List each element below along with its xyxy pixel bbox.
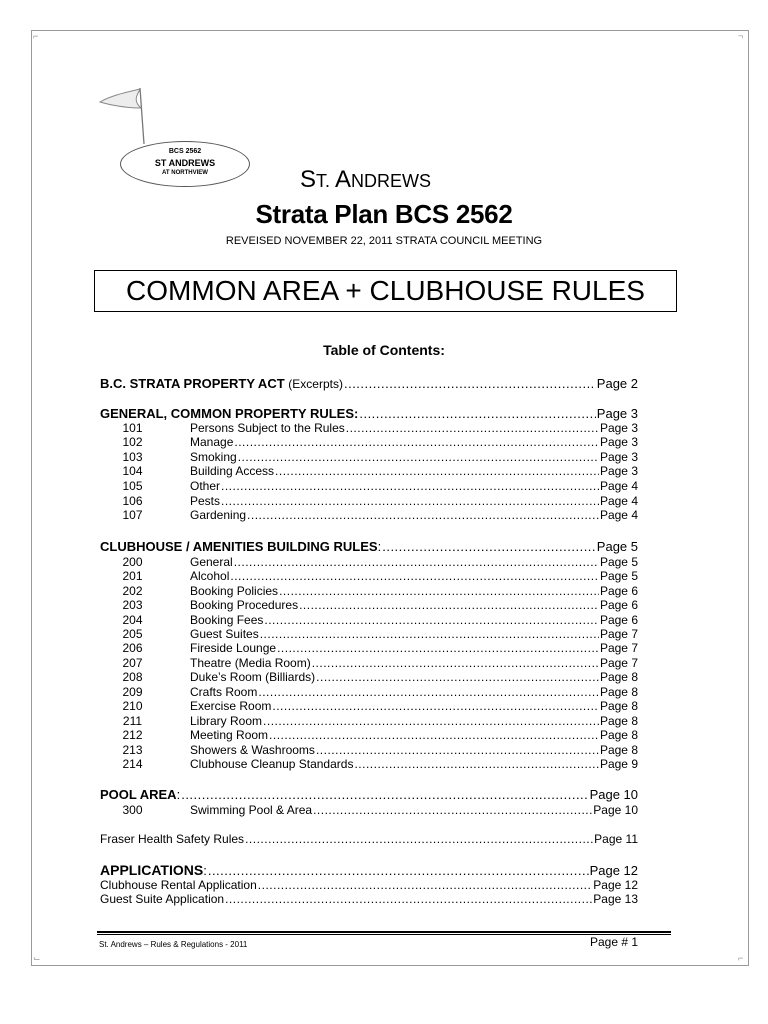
item-label: Gardening <box>190 508 247 522</box>
item-label: Smoking <box>190 450 237 464</box>
dot-leader <box>247 508 599 522</box>
dot-leader <box>263 714 599 728</box>
toc-item[interactable] <box>100 450 638 464</box>
dot-leader <box>269 728 599 742</box>
dot-leader <box>234 435 599 449</box>
dot-leader <box>230 569 599 583</box>
item-label: Crafts Room <box>190 685 258 699</box>
page-ref: Page 3 <box>596 406 638 421</box>
dot-leader <box>272 699 599 713</box>
dot-leader <box>382 539 596 554</box>
item-label: Booking Fees <box>190 613 264 627</box>
toc-item[interactable] <box>100 555 638 569</box>
dot-leader <box>245 832 593 846</box>
toc-item[interactable] <box>100 743 638 757</box>
section-suffix: : <box>377 539 382 554</box>
dot-leader <box>275 464 599 478</box>
footer-left: St. Andrews – Rules & Regulations - 2011 <box>99 940 248 949</box>
item-number: 211 <box>122 714 143 728</box>
toc-heading: Table of Contents: <box>323 342 445 358</box>
item-number: 101 <box>122 421 143 435</box>
section-suffix: : <box>176 787 181 802</box>
dot-leader <box>354 757 599 771</box>
plan-title: Strata Plan BCS 2562 <box>255 199 513 229</box>
dot-leader <box>344 376 596 391</box>
item-label: Booking Procedures <box>190 598 299 612</box>
toc-item[interactable] <box>100 627 638 641</box>
logo-line: ST ANDREWS <box>154 158 216 168</box>
dot-leader <box>316 743 599 757</box>
toc-section-fraser[interactable] <box>100 832 638 846</box>
logo-line: BCS 2562 <box>168 148 202 155</box>
footer-rule <box>97 931 671 933</box>
item-label: Clubhouse Rental Application <box>100 878 257 892</box>
item-number: 212 <box>122 728 143 742</box>
toc-section-bc[interactable] <box>100 376 638 391</box>
page-ref: Page 12 <box>593 878 638 892</box>
section-title: APPLICATIONS <box>100 862 204 878</box>
item-label: Other <box>190 479 221 493</box>
item-label: Guest Suite Application <box>100 892 225 906</box>
item-number: 105 <box>122 479 143 493</box>
toc-item[interactable] <box>100 685 638 699</box>
item-label: Alcohol <box>190 569 230 583</box>
rules-banner: COMMON AREA + CLUBHOUSE RULES <box>94 270 677 312</box>
dot-leader <box>316 670 599 684</box>
item-label: Library Room <box>190 714 263 728</box>
toc-item[interactable] <box>100 728 638 742</box>
dot-leader <box>181 787 588 802</box>
page-ref: Page 6 <box>599 613 638 627</box>
item-number: 207 <box>122 656 143 670</box>
page-ref: Page 8 <box>599 714 638 728</box>
page-ref: Page 5 <box>596 539 638 554</box>
footer-rule <box>97 934 671 935</box>
toc-item[interactable] <box>100 641 638 655</box>
item-number: 214 <box>122 757 143 771</box>
toc-item[interactable] <box>100 569 638 583</box>
item-label: Duke’s Room (Billiards) <box>190 670 316 684</box>
golf-flag-icon <box>98 86 258 146</box>
page-ref: Page 11 <box>594 832 638 846</box>
item-number: 210 <box>122 699 143 713</box>
page-ref: Page 5 <box>599 569 638 583</box>
item-number: 107 <box>122 508 143 522</box>
item-number: 106 <box>122 494 143 508</box>
page-ref: Page 4 <box>599 494 638 508</box>
toc-item[interactable] <box>100 892 638 906</box>
page-ref: Page 3 <box>599 421 638 435</box>
page-ref: Page 3 <box>599 464 638 478</box>
dot-leader <box>221 479 599 493</box>
title-part: T. <box>316 171 336 191</box>
item-number: 103 <box>122 450 143 464</box>
item-label: Swimming Pool & Area <box>190 803 313 817</box>
page-ref: Page 4 <box>599 479 638 493</box>
dot-leader <box>346 421 599 435</box>
logo-line: AT NORTHVIEW <box>162 170 208 176</box>
section-title: Fraser Health Safety Rules <box>100 832 245 846</box>
page-ref: Page 12 <box>589 863 638 878</box>
item-label: Meeting Room <box>190 728 269 742</box>
dot-leader <box>313 803 592 817</box>
toc-item[interactable] <box>100 584 638 598</box>
section-title: B.C. STRATA PROPERTY ACT <box>100 376 285 391</box>
item-label: Clubhouse Cleanup Standards <box>190 757 354 771</box>
dot-leader <box>279 584 599 598</box>
toc-item[interactable] <box>100 670 638 684</box>
item-number: 204 <box>122 613 143 627</box>
page-ref: Page 7 <box>599 627 638 641</box>
toc-item[interactable] <box>100 878 638 892</box>
item-number: 206 <box>122 641 143 655</box>
item-number: 208 <box>122 670 143 684</box>
page-ref: Page 6 <box>599 598 638 612</box>
toc-section-clubhouse[interactable] <box>100 539 638 554</box>
toc-item[interactable] <box>100 613 638 627</box>
page-ref: Page 8 <box>599 685 638 699</box>
page-ref: Page 10 <box>593 803 638 817</box>
page-number: Page # 1 <box>590 935 639 949</box>
section-suffix: : <box>203 863 207 878</box>
toc-item[interactable] <box>100 714 638 728</box>
item-number: 213 <box>122 743 143 757</box>
item-label: Pests <box>190 494 221 508</box>
item-label: Exercise Room <box>190 699 272 713</box>
crop-mark: ⌙ <box>33 953 41 963</box>
item-number: 205 <box>122 627 143 641</box>
page-ref: Page 3 <box>599 450 638 464</box>
dot-leader <box>277 641 599 655</box>
item-number: 200 <box>122 555 143 569</box>
item-label: Showers & Washrooms <box>190 743 315 757</box>
page-ref: Page 8 <box>599 670 638 684</box>
page-ref: Page 13 <box>593 892 638 906</box>
dot-leader <box>258 878 593 892</box>
toc-item[interactable] <box>100 508 638 522</box>
item-label: Booking Policies <box>190 584 279 598</box>
dot-leader <box>359 406 595 421</box>
item-label: Guest Suites <box>190 627 259 641</box>
item-label: Theatre (Media Room) <box>190 656 311 670</box>
item-label: Persons Subject to the Rules <box>190 421 345 435</box>
toc-item[interactable] <box>100 421 638 435</box>
dot-leader <box>221 494 599 508</box>
crop-mark: ⌐ <box>738 953 744 963</box>
page-ref: Page 4 <box>599 508 638 522</box>
item-label: General <box>190 555 233 569</box>
item-number: 104 <box>122 464 143 478</box>
dot-leader <box>238 450 599 464</box>
section-title: GENERAL, COMMON PROPERTY RULES: <box>100 406 359 421</box>
item-label: Building Access <box>190 464 275 478</box>
item-label: Manage <box>190 435 234 449</box>
section-title: POOL AREA <box>100 787 177 802</box>
title-part: A <box>335 166 352 193</box>
dot-leader <box>312 656 599 670</box>
revision-note: REVEISED NOVEMBER 22, 2011 STRATA COUNCIL MEETING <box>225 235 543 247</box>
toc-item[interactable] <box>100 435 638 449</box>
toc-item[interactable] <box>100 656 638 670</box>
page-ref: Page 5 <box>599 555 638 569</box>
page-ref: Page 8 <box>599 743 638 757</box>
dot-leader <box>225 892 592 906</box>
title-part: S <box>300 166 317 193</box>
crop-mark: ¬ <box>738 31 744 41</box>
toc-item[interactable] <box>100 494 638 508</box>
toc-item[interactable] <box>100 464 638 478</box>
page-ref: Page 8 <box>599 699 638 713</box>
page-ref: Page 2 <box>596 376 638 391</box>
item-number: 203 <box>122 598 143 612</box>
toc-section-pool[interactable] <box>100 787 638 802</box>
dot-leader <box>234 555 599 569</box>
toc-item[interactable] <box>100 479 638 493</box>
page-ref: Page 9 <box>599 757 638 771</box>
crop-mark: ⌐ <box>33 31 39 41</box>
toc-section-applications[interactable] <box>100 862 638 878</box>
section-note: (Excerpts) <box>288 377 343 391</box>
page-ref: Page 7 <box>599 641 638 655</box>
section-title: CLUBHOUSE / AMENITIES BUILDING RULES <box>100 539 378 554</box>
toc-item[interactable] <box>100 757 638 771</box>
dot-leader <box>208 863 589 878</box>
dot-leader <box>258 685 599 699</box>
item-number: 300 <box>122 803 143 817</box>
logo-badge <box>120 141 250 187</box>
logo <box>98 86 258 192</box>
toc-item[interactable] <box>100 803 638 817</box>
page-ref: Page 6 <box>599 584 638 598</box>
toc-item[interactable] <box>100 598 638 612</box>
item-label: Fireside Lounge <box>190 641 277 655</box>
dot-leader <box>264 613 599 627</box>
page-ref: Page 8 <box>599 728 638 742</box>
item-number: 202 <box>122 584 143 598</box>
title-part: NDREWS <box>351 171 432 191</box>
page-ref: Page 7 <box>599 656 638 670</box>
dot-leader <box>299 598 599 612</box>
dot-leader <box>260 627 599 641</box>
item-number: 209 <box>122 685 143 699</box>
page-ref: Page 10 <box>589 787 638 802</box>
item-number: 102 <box>122 435 143 449</box>
item-number: 201 <box>122 569 143 583</box>
toc-section-general[interactable] <box>100 406 638 421</box>
page-ref: Page 3 <box>599 435 638 449</box>
toc-item[interactable] <box>100 699 638 713</box>
page-title <box>300 166 431 194</box>
